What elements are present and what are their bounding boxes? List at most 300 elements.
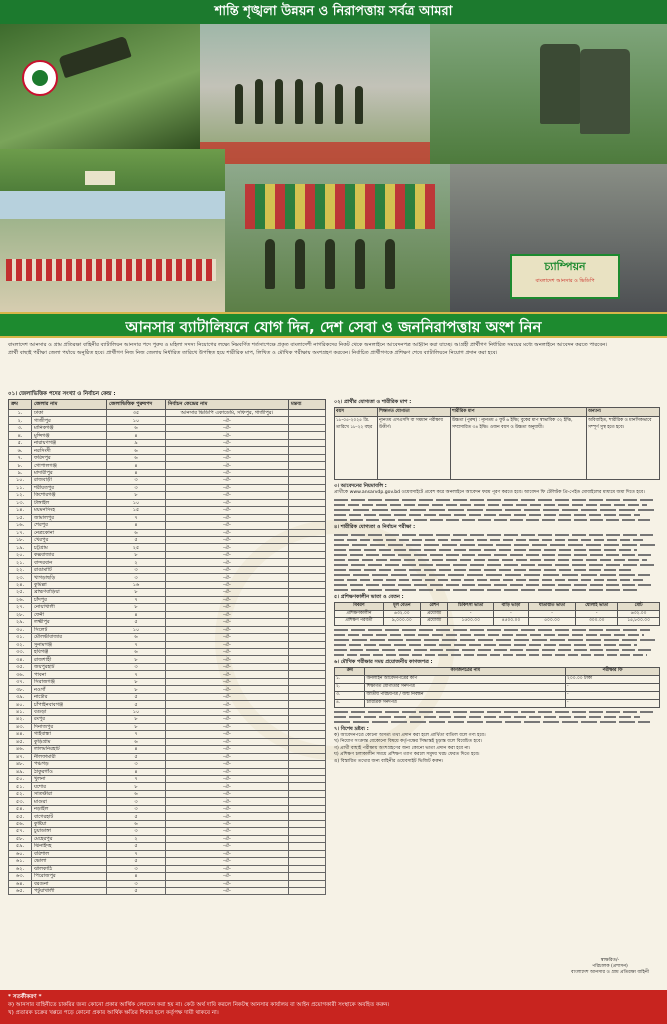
documents-cell: শিক্ষাগত যোগ্যতার সনদপত্র <box>365 684 566 692</box>
warning-footer <box>0 990 667 1024</box>
district-row <box>9 835 326 842</box>
salary-cell: প্রযোজ্য <box>420 610 448 618</box>
district-center: -ঐ- <box>166 850 289 857</box>
district-name: রাঙামাটি <box>32 566 107 573</box>
district-serial: ৭. <box>9 454 32 461</box>
district-table-header <box>9 400 326 410</box>
district-serial: ৪৭. <box>9 753 32 760</box>
district-posts: ৫ <box>107 858 166 865</box>
district-name: মেহেরপুর <box>32 835 107 842</box>
documents-header-cell: ক্রম <box>335 668 365 676</box>
district-serial: ৪১. <box>9 708 32 715</box>
district-center: -ঐ- <box>166 686 289 693</box>
photo-parade-march <box>200 24 430 164</box>
district-name: সুনামগঞ্জ <box>32 641 107 648</box>
district-center: -ঐ- <box>166 566 289 573</box>
district-name: পটুয়াখালী <box>32 888 107 895</box>
district-row <box>9 753 326 760</box>
district-name: কুড়িগ্রাম <box>32 738 107 745</box>
district-name: রংপুর <box>32 716 107 723</box>
salary-cell: - <box>528 610 575 618</box>
apply-title: ৩। আবেদনের নিয়মাবলি : <box>334 483 387 489</box>
district-row <box>9 761 326 768</box>
district-name: ফরিদপুর <box>32 454 107 461</box>
district-row <box>9 805 326 812</box>
district-row <box>9 858 326 865</box>
photo-shooting-training <box>430 24 667 164</box>
district-row <box>9 850 326 857</box>
note-item: ঙ) বিস্তারিত তথ্যের জন্য বাহিনীর ওয়েবসাইট ভিজিট করুন। <box>334 758 444 764</box>
district-center: আনসার ভিডিপি একাডেমি, সফিপুর, গাজীপুর। <box>166 410 289 417</box>
district-row <box>9 529 326 536</box>
district-posts: ৬ <box>107 738 166 745</box>
district-center: -ঐ- <box>166 656 289 663</box>
intro-text <box>8 341 659 357</box>
district-row <box>9 604 326 611</box>
district-serial: ৮. <box>9 462 32 469</box>
district-center: -ঐ- <box>166 424 289 431</box>
salary-cell: ৬৩২.০০ <box>383 610 420 618</box>
district-row <box>9 768 326 775</box>
district-name: লক্ষ্মীপুর <box>32 619 107 626</box>
district-serial: ৩৪. <box>9 656 32 663</box>
district-center: -ঐ- <box>166 775 289 782</box>
district-row <box>9 873 326 880</box>
district-name: মৌলভীবাজার <box>32 634 107 641</box>
district-row <box>9 499 326 506</box>
district-row <box>9 708 326 715</box>
district-center: -ঐ- <box>166 820 289 827</box>
district-remarks <box>289 716 326 723</box>
district-name: পিরোজপুর <box>32 873 107 880</box>
district-remarks <box>289 828 326 835</box>
district-name: নীলফামারী <box>32 753 107 760</box>
salary-header-cell: চিকিৎসা ভাতা <box>448 603 494 611</box>
district-remarks <box>289 417 326 424</box>
warning-title: * সতর্কীকরণ * <box>8 994 42 1000</box>
district-name: কুমিল্লা <box>32 581 107 588</box>
district-list-title: ০১। জেলাভিত্তিক পদের সংখ্যা ও নির্বাচন কেন্দ্র : <box>8 391 116 397</box>
district-name: দিনাজপুর <box>32 723 107 730</box>
salary-cell: ৩০০.০০ <box>576 618 618 626</box>
district-row <box>9 738 326 745</box>
district-serial: ৪৪. <box>9 731 32 738</box>
note-item: গ) প্রার্থী বাছাই পরীক্ষায় অংশগ্রহণের জন্য কোনো ভাতা প্রদান করা হবে না। <box>334 745 471 751</box>
district-name: ঠাকুরগাঁও <box>32 768 107 775</box>
district-serial: ৪৫. <box>9 738 32 745</box>
district-name: কুষ্টিয়া <box>32 820 107 827</box>
district-center: -ঐ- <box>166 581 289 588</box>
district-remarks <box>289 835 326 842</box>
district-row <box>9 492 326 499</box>
poster-subtitle: বাংলাদেশ আনসার ও ভিডিপি <box>535 278 595 284</box>
district-center: -ঐ- <box>166 663 289 670</box>
district-serial: ৪৯. <box>9 768 32 775</box>
district-serial: ২৩. <box>9 574 32 581</box>
district-center: -ঐ- <box>166 417 289 424</box>
district-remarks <box>289 843 326 850</box>
district-row <box>9 649 326 656</box>
salary-row <box>335 610 660 618</box>
district-center: -ঐ- <box>166 462 289 469</box>
salary-header-cell: বাড়ি ভাড়া <box>493 603 528 611</box>
district-center: -ঐ- <box>166 551 289 558</box>
district-name: চাঁদপুর <box>32 596 107 603</box>
district-center: -ঐ- <box>166 477 289 484</box>
documents-cell: - <box>565 700 659 708</box>
district-name: লালমনিরহাট <box>32 746 107 753</box>
district-row <box>9 536 326 543</box>
slogan-band <box>0 0 667 24</box>
district-row <box>9 424 326 431</box>
district-row <box>9 723 326 730</box>
district-center: -ঐ- <box>166 828 289 835</box>
signature-block <box>560 958 660 976</box>
district-posts: ৪ <box>107 522 166 529</box>
district-serial: ৩০. <box>9 626 32 633</box>
apply-body-lines <box>334 499 660 521</box>
district-remarks <box>289 783 326 790</box>
district-posts: ৫ <box>107 693 166 700</box>
district-posts: ৬ <box>107 529 166 536</box>
district-serial: ৩২. <box>9 641 32 648</box>
district-posts: ৬ <box>107 447 166 454</box>
district-remarks <box>289 723 326 730</box>
photo-collage <box>0 24 667 312</box>
district-center: -ঐ- <box>166 432 289 439</box>
requirements-title: ০২। প্রার্থীর যোগ্যতা ও শারীরিক মাপ : <box>334 399 412 405</box>
note-item: ঘ) প্রশিক্ষণ চলাকালীন সময়ে প্রশিক্ষণ ত্যাগ করলে সমুদয় খরচ ফেরত দিতে হবে। <box>334 752 480 757</box>
district-row <box>9 678 326 685</box>
district-serial: ৩১. <box>9 634 32 641</box>
district-center: -ঐ- <box>166 626 289 633</box>
district-row <box>9 462 326 469</box>
district-remarks <box>289 768 326 775</box>
district-posts: ৩ <box>107 828 166 835</box>
warning-line-2: খ) প্রতারক চক্রের খপ্পরে পড়ে কোনো প্রকার আর্থিক ক্ষতির শিকার হলে কর্তৃপক্ষ দায়ী থাকবে না। <box>8 1010 219 1016</box>
district-name: চুয়াডাঙ্গা <box>32 828 107 835</box>
district-center: -ঐ- <box>166 536 289 543</box>
district-center: -ঐ- <box>166 738 289 745</box>
district-serial: ৪. <box>9 432 32 439</box>
district-remarks <box>289 641 326 648</box>
signature-name: স্বাক্ষরিত/- <box>600 958 620 963</box>
district-name: ঢাকা <box>32 410 107 417</box>
col-posts: জেলাভিত্তিক পুরুষপদ <box>107 400 166 410</box>
photo-lake-garden <box>0 149 225 219</box>
district-serial: ১৬. <box>9 522 32 529</box>
district-serial: ৫৪. <box>9 805 32 812</box>
district-serial: ৫৩. <box>9 798 32 805</box>
district-remarks <box>289 529 326 536</box>
district-remarks <box>289 544 326 551</box>
district-remarks <box>289 671 326 678</box>
district-row <box>9 790 326 797</box>
district-posts: ৫ <box>107 888 166 895</box>
district-name: বান্দরবান <box>32 559 107 566</box>
district-name: ব্রাহ্মণবাড়িয়া <box>32 589 107 596</box>
district-posts: ৯ <box>107 439 166 446</box>
district-name: মাদারীপুর <box>32 469 107 476</box>
district-serial: ৩. <box>9 424 32 431</box>
district-serial: ৫২. <box>9 790 32 797</box>
district-remarks <box>289 559 326 566</box>
district-posts: ৩ <box>107 761 166 768</box>
district-remarks <box>289 604 326 611</box>
district-row <box>9 574 326 581</box>
district-row <box>9 581 326 588</box>
district-name: ঝিনাইদহ <box>32 843 107 850</box>
documents-cell: - <box>565 692 659 700</box>
district-name: খেরপুর <box>32 536 107 543</box>
district-serial: ৫০. <box>9 775 32 782</box>
district-name: টাঙ্গাইল <box>32 499 107 506</box>
district-name: মুন্সিগঞ্জ <box>32 432 107 439</box>
district-remarks <box>289 820 326 827</box>
district-row <box>9 820 326 827</box>
district-name: যশোর <box>32 783 107 790</box>
salary-cell: প্রশিক্ষণকালীন <box>335 610 384 618</box>
district-serial: ৬৩. <box>9 873 32 880</box>
district-name: কিশোরগঞ্জ <box>32 492 107 499</box>
note-item: খ) নিয়োগ সংক্রান্ত যেকোনো বিষয়ে কর্তৃপক্ষের সিদ্ধান্তই চূড়ান্ত বলে বিবেচিত হবে। <box>334 739 483 744</box>
district-name: ময়মনসিংহ <box>32 507 107 514</box>
district-posts: ৮ <box>107 551 166 558</box>
district-serial: ৫১. <box>9 783 32 790</box>
salary-notes-lines <box>334 629 660 656</box>
district-serial: ৩৮. <box>9 686 32 693</box>
district-posts: ১৫ <box>107 507 166 514</box>
district-remarks <box>289 507 326 514</box>
district-remarks <box>289 775 326 782</box>
district-center: -ঐ- <box>166 880 289 887</box>
district-center: -ঐ- <box>166 701 289 708</box>
district-posts: ৫ <box>107 619 166 626</box>
district-row <box>9 865 326 872</box>
district-serial: ৬২. <box>9 865 32 872</box>
district-name: গাজীপুর <box>32 417 107 424</box>
district-serial: ১৪. <box>9 507 32 514</box>
district-center: -ঐ- <box>166 843 289 850</box>
district-name: চট্টগ্রাম <box>32 544 107 551</box>
district-center: -ঐ- <box>166 499 289 506</box>
district-posts: ৫ <box>107 536 166 543</box>
district-serial: ২৮. <box>9 611 32 618</box>
district-center: -ঐ- <box>166 678 289 685</box>
note-item: ক) আবেদনপত্রে কোনো অসত্য তথ্য প্রদান করা হলে প্রার্থিতা বাতিল বলে গণ্য হবে। <box>334 732 486 738</box>
district-name: রাজবাড়ী <box>32 477 107 484</box>
salary-cell: - <box>576 610 618 618</box>
district-row <box>9 551 326 558</box>
district-posts: ৩ <box>107 880 166 887</box>
district-serial: ৪৬. <box>9 746 32 753</box>
recruitment-headline: আনসার ব্যাটালিয়নে যোগ দিন, দেশ সেবা ও জননিরাপত্তায় অংশ নিন <box>125 318 542 336</box>
documents-row <box>335 692 660 700</box>
district-posts: ১০ <box>107 708 166 715</box>
district-posts: ৬ <box>107 424 166 431</box>
req-header-other: অন্যান্য <box>587 407 660 417</box>
district-remarks <box>289 708 326 715</box>
district-posts: ৬ <box>107 820 166 827</box>
district-name: চাঁপাইনবাবগঞ্জ <box>32 701 107 708</box>
district-remarks <box>289 439 326 446</box>
district-row <box>9 432 326 439</box>
district-serial: ১২. <box>9 492 32 499</box>
district-serial: ৫. <box>9 439 32 446</box>
district-posts-table <box>8 399 326 895</box>
district-remarks <box>289 656 326 663</box>
district-row <box>9 813 326 820</box>
col-serial: ক্রম <box>9 400 32 410</box>
documents-cell: ১. <box>335 676 365 684</box>
district-serial: ৪০. <box>9 701 32 708</box>
district-row <box>9 559 326 566</box>
district-serial: ৬৫. <box>9 888 32 895</box>
district-posts: ৮ <box>107 716 166 723</box>
district-name: নাটোর <box>32 693 107 700</box>
district-remarks <box>289 746 326 753</box>
req-education: ন্যূনতম এসএসসি বা সমমান পরীক্ষায় উত্তীর্ণ। <box>378 417 451 480</box>
district-serial: ৫৯. <box>9 843 32 850</box>
documents-cell: - <box>565 684 659 692</box>
documents-cell: চারিত্রিক সনদপত্র <box>365 700 566 708</box>
district-serial: ৪২. <box>9 716 32 723</box>
district-serial: ২৪. <box>9 581 32 588</box>
district-remarks <box>289 634 326 641</box>
documents-cell: ৩. <box>335 692 365 700</box>
district-center: -ঐ- <box>166 790 289 797</box>
district-posts: ৭ <box>107 850 166 857</box>
district-name: হবিগঞ্জ <box>32 649 107 656</box>
district-row <box>9 514 326 521</box>
district-serial: ১৭. <box>9 529 32 536</box>
district-center: -ঐ- <box>166 888 289 895</box>
district-remarks <box>289 738 326 745</box>
district-center: -ঐ- <box>166 873 289 880</box>
intro-paragraph-2: প্রার্থী বাছাই পরীক্ষা জেলা পর্যায়ে অনুষ্ঠিত হবে। প্রার্থীগণ নিজ নিজ জেলায় নির্ধারিত তারিখে উপস্থিত হয়ে শারীরিক মাপ, লিখিত ও মৌখিক পরীক্ষায় অংশগ্রহণ করবেন। নির্বাচিত প্রার্থীগণকে প্রশিক্ষণ শেষে ব্যাটালিয়নে নিয়োগ প্রদান করা হবে। <box>8 350 498 356</box>
documents-row <box>335 684 660 692</box>
district-posts: ৪ <box>107 873 166 880</box>
district-row <box>9 701 326 708</box>
district-row <box>9 454 326 461</box>
poster-title: চ্যাম্পিয়ন <box>544 260 586 273</box>
district-center: -ঐ- <box>166 835 289 842</box>
district-center: -ঐ- <box>166 805 289 812</box>
salary-row <box>335 618 660 626</box>
district-serial: ৪৮. <box>9 761 32 768</box>
district-center: -ঐ- <box>166 783 289 790</box>
req-age: ১৮-০৫-২০২৫ খ্রি. তারিখে ১৮-২২ বছর <box>335 417 378 480</box>
district-serial: ২৬. <box>9 596 32 603</box>
district-name: বরগুনা <box>32 880 107 887</box>
district-posts: ৩ <box>107 865 166 872</box>
district-remarks <box>289 865 326 872</box>
district-name: নারায়ণগঞ্জ <box>32 439 107 446</box>
district-name: মাগুরা <box>32 798 107 805</box>
district-center: -ঐ- <box>166 469 289 476</box>
district-remarks <box>289 888 326 895</box>
district-remarks <box>289 663 326 670</box>
district-remarks <box>289 596 326 603</box>
test-body-lines <box>334 534 660 591</box>
district-name: সিরাজগঞ্জ <box>32 678 107 685</box>
district-row <box>9 746 326 753</box>
district-name: খুলনা <box>32 775 107 782</box>
district-posts: ১০ <box>107 626 166 633</box>
district-posts: ৮ <box>107 589 166 596</box>
district-remarks <box>289 454 326 461</box>
district-serial: ৬. <box>9 447 32 454</box>
documents-cell: ৪. <box>335 700 365 708</box>
salary-cell: - <box>493 610 528 618</box>
district-name: গোপালগঞ্জ <box>32 462 107 469</box>
district-posts: ২৫ <box>107 544 166 551</box>
district-posts: ৩ <box>107 663 166 670</box>
district-row <box>9 880 326 887</box>
district-posts: ২ <box>107 835 166 842</box>
signature-role: পরিচালক (প্রশাসন) <box>592 964 628 969</box>
district-center: -ঐ- <box>166 746 289 753</box>
district-remarks <box>289 873 326 880</box>
district-remarks <box>289 589 326 596</box>
district-row <box>9 693 326 700</box>
district-remarks <box>289 649 326 656</box>
district-posts: ৬ <box>107 649 166 656</box>
district-center: -ঐ- <box>166 454 289 461</box>
district-name: নওগাঁ <box>32 686 107 693</box>
intro-paragraph-1: বাংলাদেশ আনসার ও গ্রাম প্রতিরক্ষা বাহিনীর ব্যাটালিয়ন আনসার পদে পুরুষ ও মহিলা সদস্য নিয়োগের লক্ষ্যে নিম্নবর্ণিত শর্তসাপেক্ষে প্রকৃত বাংলাদেশী নাগরিকদের নিকট থেকে অনলাইনে আবেদনপত্র আহ্বান করা যাচ্ছে। আগ্রহী প্রার্থীগণ নির্ধারিত সময়ের মধ্যে অনলাইনে আবেদন করতে পারবেন। <box>8 342 608 348</box>
salary-cell: ৬৩২.০০ <box>618 610 660 618</box>
district-posts: ৮ <box>107 604 166 611</box>
district-remarks <box>289 410 326 417</box>
district-posts: ৩ <box>107 574 166 581</box>
district-row <box>9 566 326 573</box>
conditions-column <box>334 399 660 989</box>
district-serial: ২৫. <box>9 589 32 596</box>
district-remarks <box>289 581 326 588</box>
district-posts: ৭ <box>107 514 166 521</box>
district-serial: ২৯. <box>9 619 32 626</box>
district-row <box>9 663 326 670</box>
salary-cell: প্রশিক্ষণ পরবর্তী <box>335 618 384 626</box>
district-posts: ৮ <box>107 686 166 693</box>
district-row <box>9 828 326 835</box>
district-posts: ৬ <box>107 454 166 461</box>
district-serial: ৬০. <box>9 850 32 857</box>
district-name: শরীয়তপুর <box>32 484 107 491</box>
district-remarks <box>289 761 326 768</box>
col-district: জেলার নাম <box>32 400 107 410</box>
district-posts: ৩ <box>107 477 166 484</box>
district-remarks <box>289 880 326 887</box>
district-name: ভোলা <box>32 858 107 865</box>
district-row <box>9 477 326 484</box>
salary-header-cell: ধোলাই ভাতা <box>576 603 618 611</box>
requirements-table <box>334 407 660 481</box>
district-name: ঝালকাঠি <box>32 865 107 872</box>
documents-header-cell: কাগজপত্রের নাম <box>365 668 566 676</box>
documents-cell: ২. <box>335 684 365 692</box>
district-remarks <box>289 858 326 865</box>
district-posts: ১৬ <box>107 581 166 588</box>
col-center: নির্বাচন কেন্দ্রের নাম <box>166 400 289 410</box>
district-posts: ৮ <box>107 783 166 790</box>
district-name: বাগেরহাট <box>32 813 107 820</box>
notes-title: ৭। বিশেষ দ্রষ্টব্য : <box>334 726 369 732</box>
district-serial: ২০. <box>9 551 32 558</box>
district-remarks <box>289 693 326 700</box>
district-serial: ৩৫. <box>9 663 32 670</box>
